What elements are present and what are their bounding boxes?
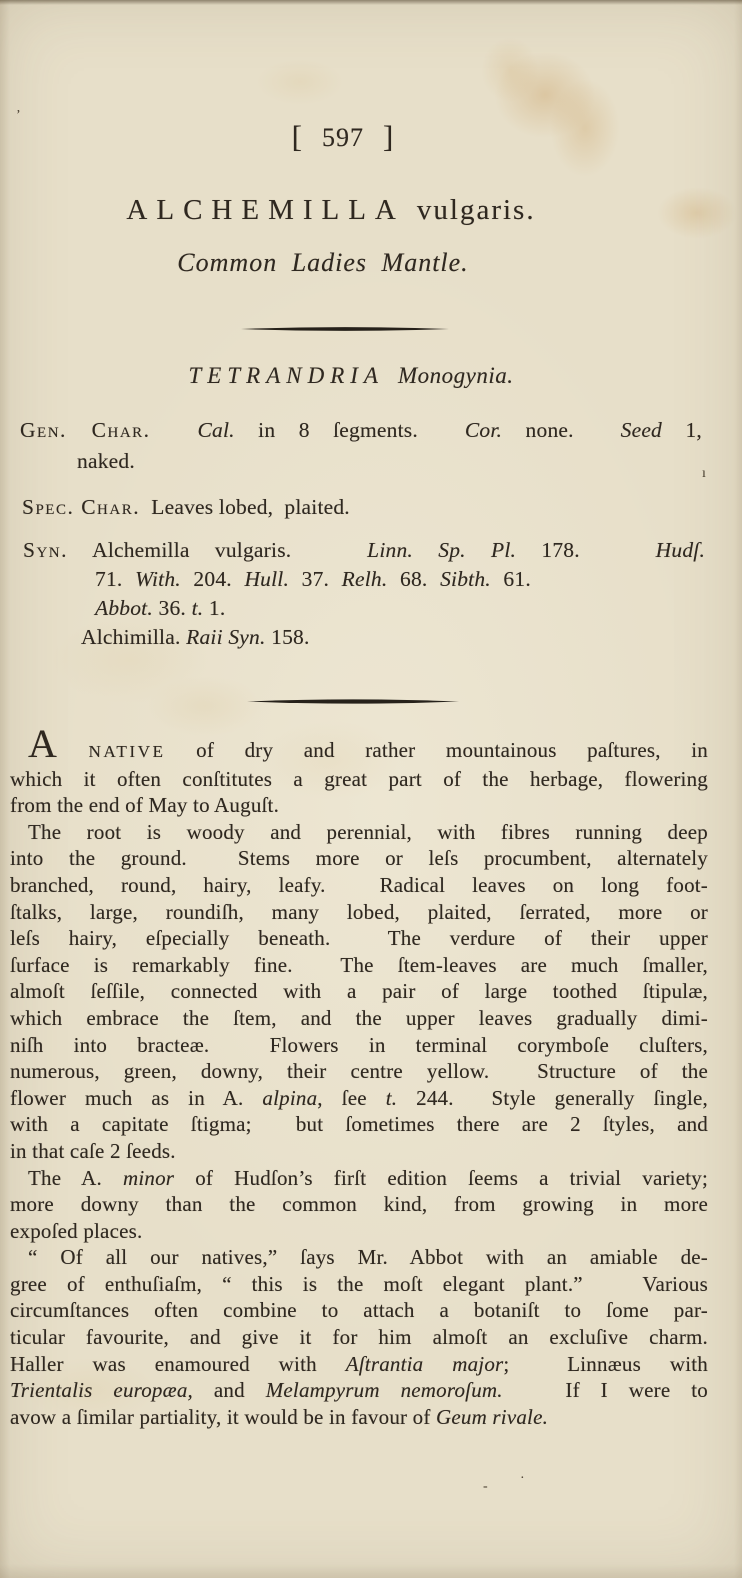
text-line (10, 1058, 708, 1085)
text-segment: almoſt ſeſſile, connected with a pair of large toothed ſtipulæ, (10, 979, 708, 1004)
synonyms-section (23, 536, 705, 652)
text-segment: 37. (289, 567, 342, 591)
text-segment: none. (502, 418, 621, 442)
text-segment: Raii Syn. (186, 625, 266, 649)
text-segment: which embrace the ſtem, and the upper leaves gradually dimi- (10, 1005, 708, 1030)
text-segment: with a capitate ſtigma; but ſometimes there are 2 ſtyles, and (10, 1112, 708, 1137)
text-line (10, 1324, 708, 1351)
text-segment: from the end of May to Auguſt. (10, 793, 280, 818)
text-line (10, 1297, 708, 1324)
text-segment: of Hudſon’s firſt edition ſeems a trivial variety; (174, 1165, 708, 1190)
text-segment: ticular favourite, and give it for him almoſt an excluſive charm. (10, 1325, 708, 1350)
text-segment: Cal. (197, 418, 235, 442)
text-segment: flower much as in A. (10, 1085, 263, 1110)
text-line (10, 766, 708, 793)
text-line (10, 1377, 708, 1404)
text-line (10, 1404, 708, 1431)
text-segment: niſh into bracteæ. Flowers in terminal corymboſe cluſters, (10, 1032, 708, 1057)
text-segment: minor (122, 1165, 175, 1190)
text-segment: in 8 ſegments. (234, 418, 465, 442)
section-rule (241, 325, 449, 333)
text-segment: Seed (620, 418, 663, 442)
text-segment: ſurface is remarkably fine. The ſtem-leaves are much ſmaller, (10, 952, 708, 977)
species-title (0, 194, 702, 227)
text-segment: 1. (203, 596, 226, 620)
text-segment: “ Of all our natives,” ſays Mr. Abbot with an amiable de- (28, 1245, 708, 1270)
text-segment: Syn. (23, 538, 68, 562)
text-line (10, 1111, 708, 1138)
text-segment: alpina (262, 1085, 318, 1110)
text-segment: expoſed places. (10, 1218, 143, 1243)
ink-speck: ’ (16, 108, 21, 123)
text-segment: 61. (490, 567, 531, 591)
linnaean-order: Monogynia. (397, 363, 514, 388)
text-segment: ſtalks, large, roundiſh, many lobed, plaited, ſerrated, more or (10, 899, 708, 924)
text-segment: branched, round, hairy, leafy. Radical leaves on long foot- (10, 872, 708, 897)
text-segment: and (193, 1378, 266, 1403)
text-line (22, 492, 704, 523)
text-segment: 244. Style generally ſingle, (397, 1085, 708, 1110)
text-segment: Sibth. (440, 567, 491, 591)
text-segment: , ſee (317, 1085, 386, 1110)
text-segment: Aſtrantia major (345, 1351, 504, 1376)
paragraph (10, 1244, 708, 1430)
text-line (81, 623, 705, 652)
text-line (10, 872, 708, 899)
linnaean-class: TETRANDRIA (188, 363, 384, 388)
right-bracket: ] (383, 119, 395, 154)
text-segment: Linn. Sp. Pl. (367, 538, 517, 562)
paragraph (10, 819, 708, 1165)
text-line (95, 594, 705, 623)
text-segment: ; Linnæus with (503, 1351, 709, 1376)
text-line (77, 446, 702, 477)
text-segment: Cor. (464, 418, 503, 442)
text-segment: leſs hairy, eſpecially beneath. The verdure of their upper (10, 926, 708, 951)
text-segment: Hudſ. (655, 538, 706, 562)
text-segment: Alchemilla vulgaris. (68, 538, 368, 562)
paragraph (10, 721, 708, 819)
text-segment: The A. (28, 1165, 123, 1190)
text-line (10, 1138, 708, 1165)
text-line (10, 1032, 708, 1059)
text-line (10, 978, 708, 1005)
text-line (10, 1191, 708, 1218)
text-segment: 178. (516, 538, 656, 562)
species-epithet: vulgaris. (416, 194, 536, 226)
text-line (10, 1351, 708, 1378)
genus-name: ALCHEMILLA (126, 194, 405, 226)
text-segment: of dry and rather mountainous paſtures, in (165, 738, 708, 762)
left-bracket: [ (291, 119, 303, 154)
text-segment: 36. (152, 596, 192, 620)
text-line (10, 952, 708, 979)
text-segment: t. (385, 1085, 398, 1110)
text-line (10, 819, 708, 846)
text-segment: Gen. Char. (20, 418, 151, 442)
text-line (10, 792, 708, 819)
text-segment: naked. (77, 449, 135, 473)
text-segment: Geum rivale. (436, 1404, 549, 1429)
text-line (10, 1005, 708, 1032)
text-segment: avow a ſimilar partiality, it would be in favour of (10, 1404, 437, 1429)
text-segment: gree of enthuſiaſm, “ this is the moſt elegant plant.” Various (10, 1271, 708, 1296)
text-segment (58, 738, 89, 762)
text-line (10, 1085, 708, 1112)
text-line (10, 1165, 708, 1192)
text-segment: in that caſe 2 ſeeds. (10, 1138, 176, 1163)
text-segment: Abbot. (95, 596, 153, 620)
text-segment: Trientalis europæa, (10, 1378, 193, 1403)
text-segment: If I were to (502, 1378, 708, 1403)
text-segment: Leaves lobed, plaited. (140, 495, 350, 519)
text-segment: Spec. Char. (22, 495, 141, 519)
text-segment: Melampyrum nemoroſum. (265, 1378, 503, 1403)
taxonomy-heading (0, 363, 722, 389)
specific-character-section (22, 492, 704, 523)
text-segment: Alchimilla. (81, 625, 187, 649)
page-number (0, 118, 714, 154)
text-segment: 158. (265, 625, 310, 649)
text-line (10, 845, 708, 872)
text-segment: t. (191, 596, 204, 620)
text-segment: Haller was enamoured with (10, 1351, 346, 1376)
text-line (10, 899, 708, 926)
text-segment: more downy than the common kind, from growing in more (10, 1192, 708, 1217)
text-segment: numerous, green, downy, their centre yellow. Structure of the (10, 1059, 708, 1084)
text-segment: A (28, 721, 58, 766)
text-segment: 71. (95, 567, 136, 591)
text-line (10, 1271, 708, 1298)
text-segment: 204. (180, 567, 245, 591)
text-line (20, 415, 702, 446)
section-rule (247, 697, 459, 706)
text-line (23, 536, 705, 565)
ink-speck: ı (702, 466, 706, 481)
text-segment: 68. (387, 567, 441, 591)
text-segment: 1, (662, 418, 702, 442)
text-segment: NATIVE (88, 742, 166, 761)
common-name: Common Ladies Mantle. (177, 248, 469, 277)
description-body (10, 721, 709, 1430)
text-segment: Hull. (244, 567, 290, 591)
text-segment: Relh. (341, 567, 388, 591)
text-segment: which it often conſtitutes a great part of the herbage, flowering (10, 766, 708, 791)
text-segment: into the ground. Stems more or leſs procumbent, alternately (10, 846, 708, 871)
text-line (10, 721, 708, 766)
ink-speck: - (483, 1479, 488, 1494)
text-line (10, 1244, 708, 1271)
text-line (10, 925, 708, 952)
text-segment: The root is woody and perennial, with fibres running deep (28, 819, 708, 844)
page-number-value: 597 (322, 123, 364, 152)
text-segment: With. (135, 567, 181, 591)
ink-speck: · (520, 1471, 525, 1486)
text-segment (151, 418, 198, 442)
text-line (95, 565, 705, 594)
generic-character-section (20, 415, 702, 477)
text-segment: circumſtances often combine to attach a botaniſt to ſome par- (10, 1298, 708, 1323)
text-line (10, 1218, 708, 1245)
paragraph (10, 1165, 708, 1245)
